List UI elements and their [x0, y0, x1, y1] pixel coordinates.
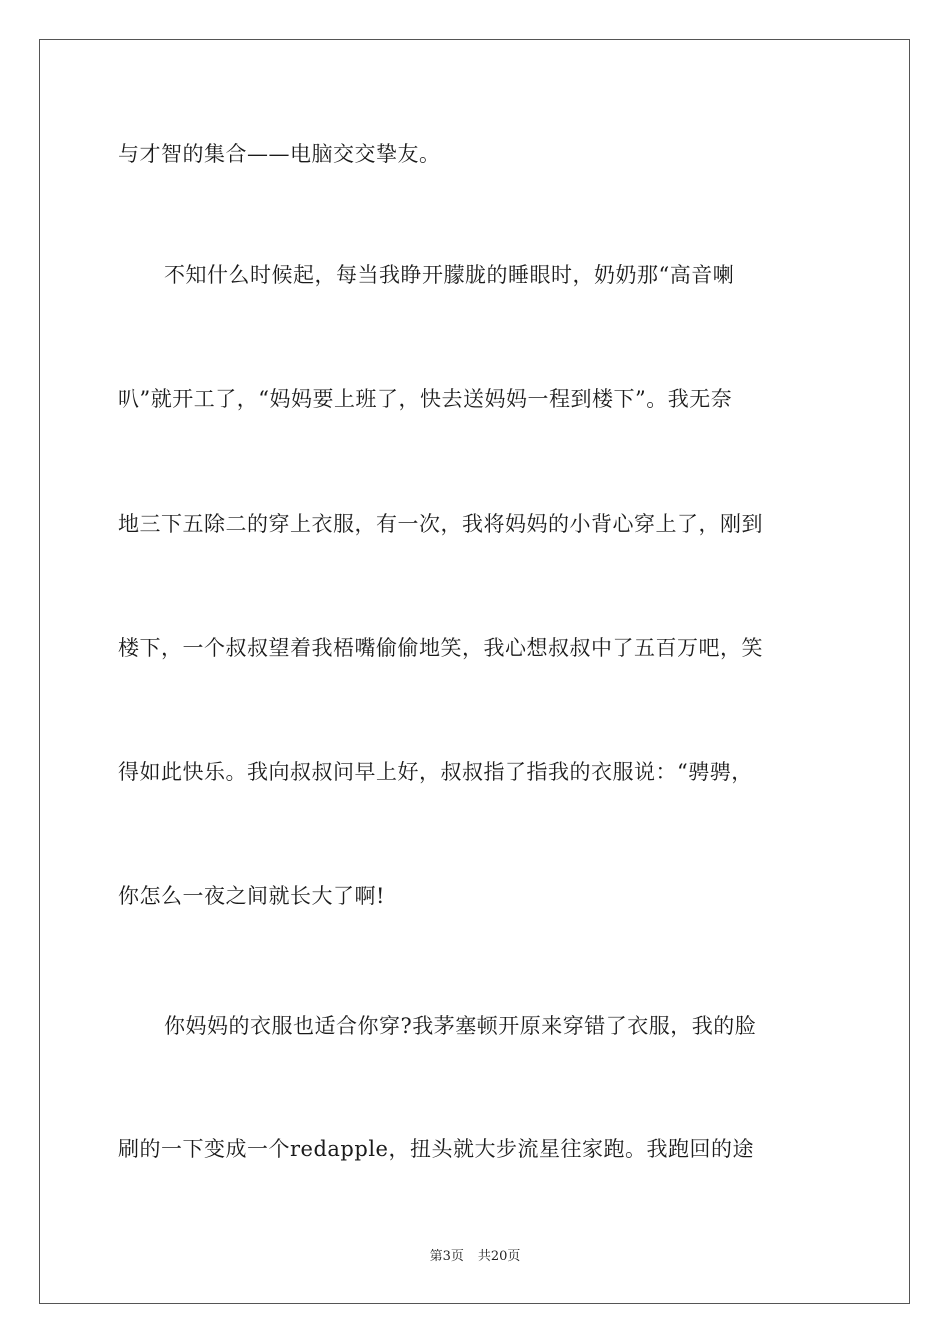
- text-line: 与才智的集合——电脑交交挚友。: [118, 142, 441, 166]
- text-line: 楼下，一个叔叔望着我梧嘴偷偷地笑，我心想叔叔中了五百万吧，笑: [118, 636, 763, 660]
- text-line: 刷的一下变成一个redapple，扭头就大步流星往家跑。我跑回的途: [118, 1137, 754, 1161]
- page-footer: [0, 1248, 950, 1266]
- total-pages: 共20页: [477, 1249, 521, 1264]
- paragraph-start-line: 你妈妈的衣服也适合你穿?我茅塞顿开原来穿错了衣服，我的脸: [164, 1014, 757, 1038]
- page-number: 第3页: [429, 1249, 464, 1264]
- paragraph-start-line: 不知什么时候起，每当我睁开朦胧的睡眼时，奶奶那“高音喇: [164, 263, 735, 287]
- text-line: 你怎么一夜之间就长大了啊!: [118, 884, 385, 908]
- text-line: 地三下五除二的穿上衣服，有一次，我将妈妈的小背心穿上了，刚到: [118, 512, 763, 536]
- page-border: [39, 39, 910, 1304]
- text-line: 得如此快乐。我向叔叔问早上好，叔叔指了指我的衣服说：“骋骋，: [118, 760, 753, 784]
- text-line: 叭”就开工了，“妈妈要上班了，快去送妈妈一程到楼下”。我无奈: [118, 387, 733, 411]
